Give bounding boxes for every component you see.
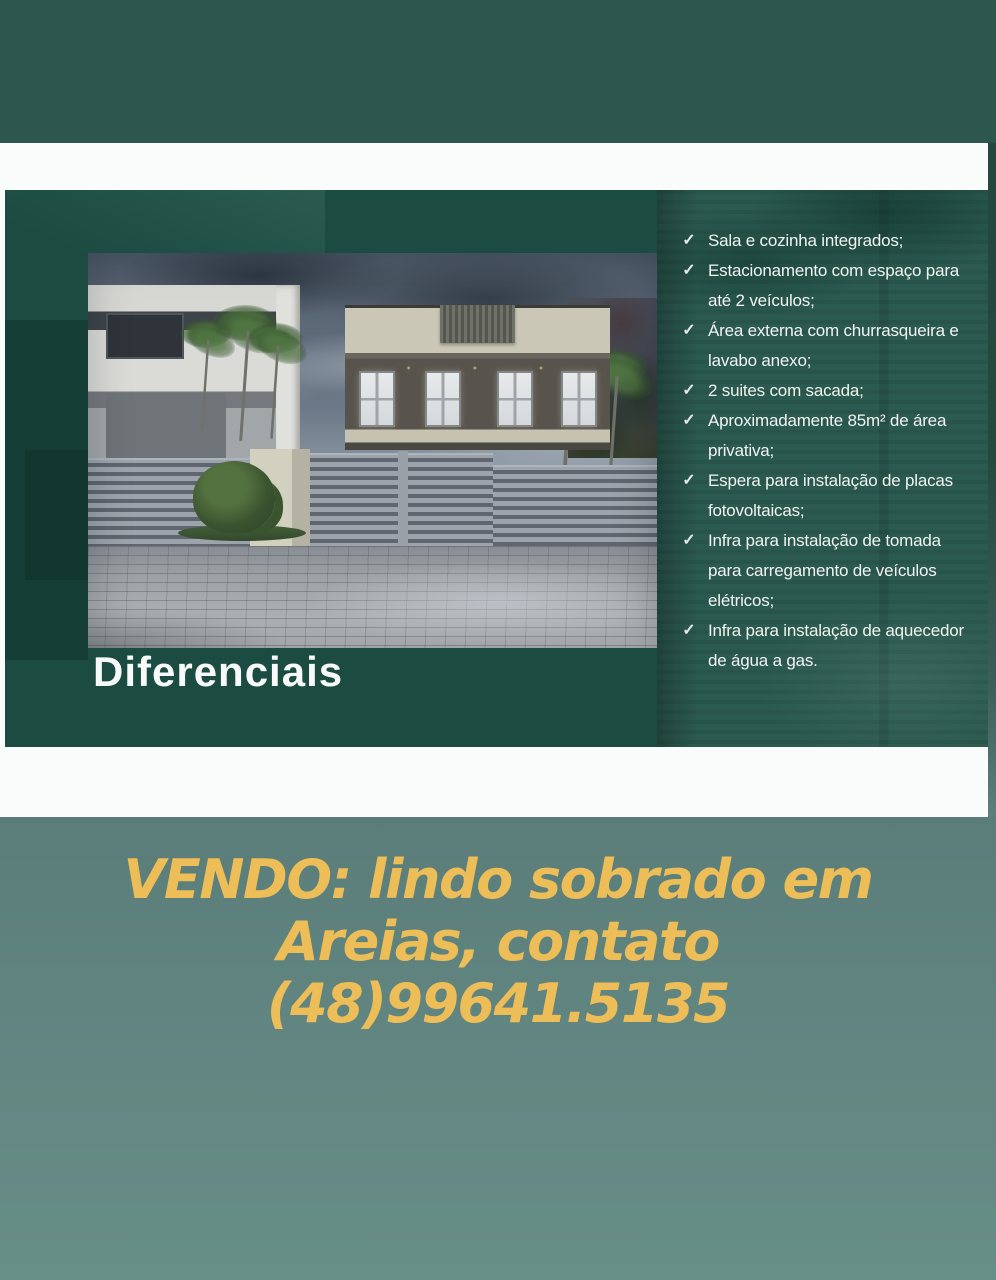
caption-line-3: (48)99641.5135 <box>266 972 730 1035</box>
caption-section <box>0 817 996 1280</box>
ad-caption <box>0 849 996 1035</box>
checklist-item-text: Estacionamento com espaço para até 2 veículos; <box>708 261 960 310</box>
checklist-item <box>680 226 980 256</box>
check-icon: ✓ <box>682 412 696 429</box>
checklist-item <box>680 526 980 616</box>
checklist-item-text: Infra para instalação de tomada para carregamento de veículos elétricos; <box>708 531 941 610</box>
check-icon: ✓ <box>682 622 696 639</box>
slide-title: Diferenciais <box>93 648 344 695</box>
checklist-item-text: Área externa com churrasqueira e lavabo anexo; <box>708 321 959 370</box>
check-icon: ✓ <box>682 262 696 279</box>
features-checklist <box>680 226 980 676</box>
slide-dark-decoration <box>25 450 88 580</box>
checklist-item <box>680 316 980 376</box>
check-icon: ✓ <box>682 472 696 489</box>
check-icon: ✓ <box>682 232 696 249</box>
check-icon: ✓ <box>682 322 696 339</box>
checklist-item <box>680 256 980 316</box>
check-icon: ✓ <box>682 532 696 549</box>
slide <box>5 190 988 747</box>
checklist-item-text: Infra para instalação de aquecedor de água a gas. <box>708 621 964 670</box>
checklist-item-text: Sala e cozinha integrados; <box>708 231 904 250</box>
top-background <box>0 0 996 143</box>
photo-vignette <box>88 253 657 648</box>
house-render-photo <box>88 253 657 648</box>
checklist-item <box>680 406 980 466</box>
caption-line-1: VENDO: lindo sobrado em <box>123 848 873 911</box>
checklist-item <box>680 376 980 406</box>
checklist-item <box>680 466 980 526</box>
slide-card <box>0 143 988 817</box>
checklist-item-text: 2 suites com sacada; <box>708 381 864 400</box>
check-icon: ✓ <box>682 382 696 399</box>
caption-line-2: Areias, contato <box>277 910 719 973</box>
checklist-item-text: Espera para instalação de placas fotovoltaicas; <box>708 471 953 520</box>
checklist-item-text: Aproximadamente 85m² de área privativa; <box>708 411 947 460</box>
right-edge-background <box>988 143 996 817</box>
checklist-item <box>680 616 980 676</box>
slide-section <box>0 143 996 817</box>
